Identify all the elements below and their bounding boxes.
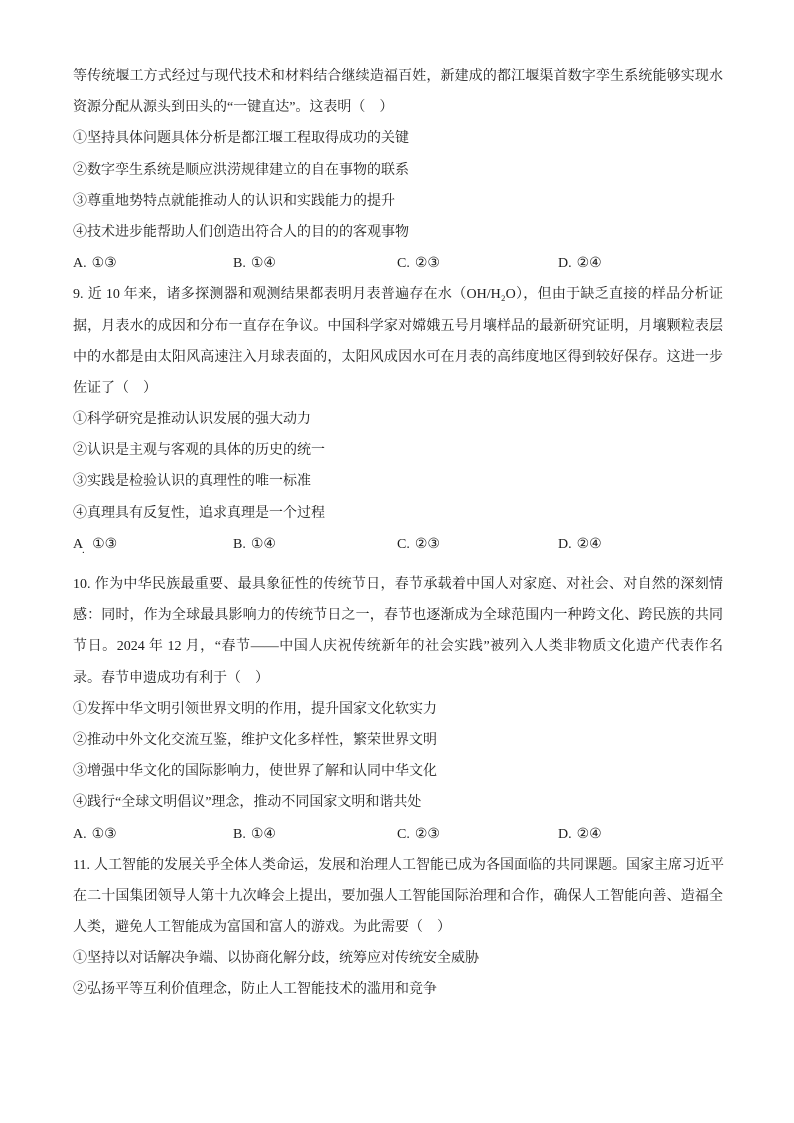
question-11 [73, 850, 723, 1006]
option-value: ②③ [414, 256, 440, 272]
statement-4: ④技术进步能帮助人们创造出符合人的目的的客观事物 [73, 224, 409, 240]
question-stem-line: 资源分配从源头到田头的“一键直达”。这表明（ ） [73, 100, 394, 116]
option-label: C. [397, 536, 410, 552]
answer-options [73, 529, 723, 560]
statement-4: ④真理具有反复性，追求真理是一个过程 [73, 505, 325, 521]
question-stem-text: 近 10 年来，诸多探测器和观测结果都表明月表普遍存在水（OH/H₂O），但由于缺乏直接的样品分析证 [87, 287, 723, 303]
question-10 [73, 569, 723, 850]
option-label: D. [558, 826, 572, 842]
option-b[interactable] [233, 248, 397, 279]
option-label: B. [233, 256, 246, 272]
statement-2: ②弘扬平等互利价值理念，防止人工智能技术的滥用和竞争 [73, 982, 437, 998]
question-stem-line [73, 569, 723, 600]
option-a[interactable] [73, 248, 233, 279]
option-value: ②③ [414, 536, 440, 552]
question-stem-line [73, 850, 723, 881]
option-c[interactable] [397, 529, 558, 560]
question-number: 10. [73, 577, 91, 592]
question-stem-line: 在二十国集团领导人第十九次峰会上提出，要加强人工智能国际治理和合作，确保人工智能向善、造福全 [73, 888, 723, 904]
option-value: ②④ [576, 536, 602, 552]
option-d[interactable] [558, 248, 718, 279]
page-content [73, 61, 723, 1006]
statement-2: ②推动中外文化交流互鉴，维护文化多样性，繁荣世界文明 [73, 732, 437, 748]
option-value: ①③ [91, 256, 117, 272]
statement-4: ④践行“全球文明倡议”理念，推动不同国家文明和谐共处 [73, 795, 422, 811]
option-label: C. [397, 256, 410, 272]
option-label: A. [73, 826, 87, 842]
option-c[interactable] [397, 819, 558, 850]
question-stem-line: 等传统堰工方式经过与现代技术和材料结合继续造福百姓，新建成的都江堰渠首数字孪生系统能够实现水 [73, 69, 723, 84]
option-label: D. [558, 256, 572, 272]
question-stem-line: 中的水都是由太阳风高速注入月球表面的，太阳风成因水可在月表的高纬度地区得到较好保存。这进一步 [73, 349, 723, 365]
option-value: ②④ [576, 256, 602, 272]
option-d[interactable] [558, 819, 718, 850]
statement-1: ①发挥中华文明引领世界文明的作用，提升国家文化软实力 [73, 701, 437, 717]
statement-3: ③实践是检验认识的真理性的唯一标准 [73, 474, 311, 490]
stray-dot: . [82, 543, 85, 556]
option-value: ①④ [250, 826, 276, 842]
question-number: 9. [73, 287, 84, 303]
question-8-continued [73, 61, 723, 279]
option-b[interactable] [233, 819, 397, 850]
option-value: ①④ [250, 256, 276, 272]
option-value: ②③ [414, 826, 440, 842]
question-9 [73, 279, 723, 560]
question-stem-line: 佐证了（ ） [73, 380, 157, 396]
question-stem-line: 据，月表水的成因和分布一直存在争议。中国科学家对嫦娥五号月壤样品的最新研究证明，月壤颗粒表层 [73, 318, 723, 334]
option-a[interactable] [73, 529, 233, 560]
option-label: B. [233, 826, 246, 842]
option-d[interactable] [558, 529, 718, 560]
statement-1: ①坚持具体问题具体分析是都江堰工程取得成功的关键 [73, 131, 409, 147]
option-b[interactable] [233, 529, 397, 560]
question-stem-line: 节日。2024 年 12 月，“春节——中国人庆祝传统新年的社会实践”被列入人类非物质文化遗产代表作名 [73, 639, 723, 655]
option-value: ①④ [250, 536, 276, 552]
question-stem-line: 感：同时，作为全球最具影响力的传统节日之一，春节也逐渐成为全球范围内一种跨文化、跨民族的共同 [73, 608, 723, 624]
statement-3: ③增强中华文化的国际影响力，使世界了解和认同中华文化 [73, 764, 437, 780]
question-number: 11. [73, 857, 90, 873]
option-value: ①③ [91, 826, 117, 842]
option-a[interactable] [73, 819, 233, 850]
option-label: A. [73, 256, 87, 272]
answer-options [73, 248, 723, 279]
option-label: A [73, 536, 84, 552]
option-label: C. [397, 826, 410, 842]
question-stem-text: 作为中华民族最重要、最具象征性的传统节日，春节承载着中国人对家庭、对社会、对自然的深刻情 [94, 577, 723, 592]
question-stem-line [73, 279, 723, 310]
statement-3: ③尊重地势特点就能推动人的认识和实践能力的提升 [73, 193, 395, 209]
option-label: D. [558, 536, 572, 552]
question-stem-line: 录。春节申遗成功有利于（ ） [73, 670, 269, 686]
statement-1: ①科学研究是推动认识发展的强大动力 [73, 412, 311, 428]
option-value: ①③ [92, 536, 118, 552]
option-c[interactable] [397, 248, 558, 279]
option-value: ②④ [576, 826, 602, 842]
statement-1: ①坚持以对话解决争端、以协商化解分歧，统筹应对传统安全威胁 [73, 951, 479, 967]
statement-2: ②数字孪生系统是顺应洪涝规律建立的自在事物的联系 [73, 162, 409, 178]
question-stem-text: 人工智能的发展关乎全体人类命运，发展和治理人工智能已成为各国面临的共同课题。国家主席习近平 [93, 857, 724, 873]
question-stem-line: 人类，避免人工智能成为富国和富人的游戏。为此需要（ ） [73, 920, 451, 936]
answer-options [73, 819, 723, 850]
statement-2: ②认识是主观与客观的具体的历史的统一 [73, 443, 325, 459]
option-label: B. [233, 536, 246, 552]
